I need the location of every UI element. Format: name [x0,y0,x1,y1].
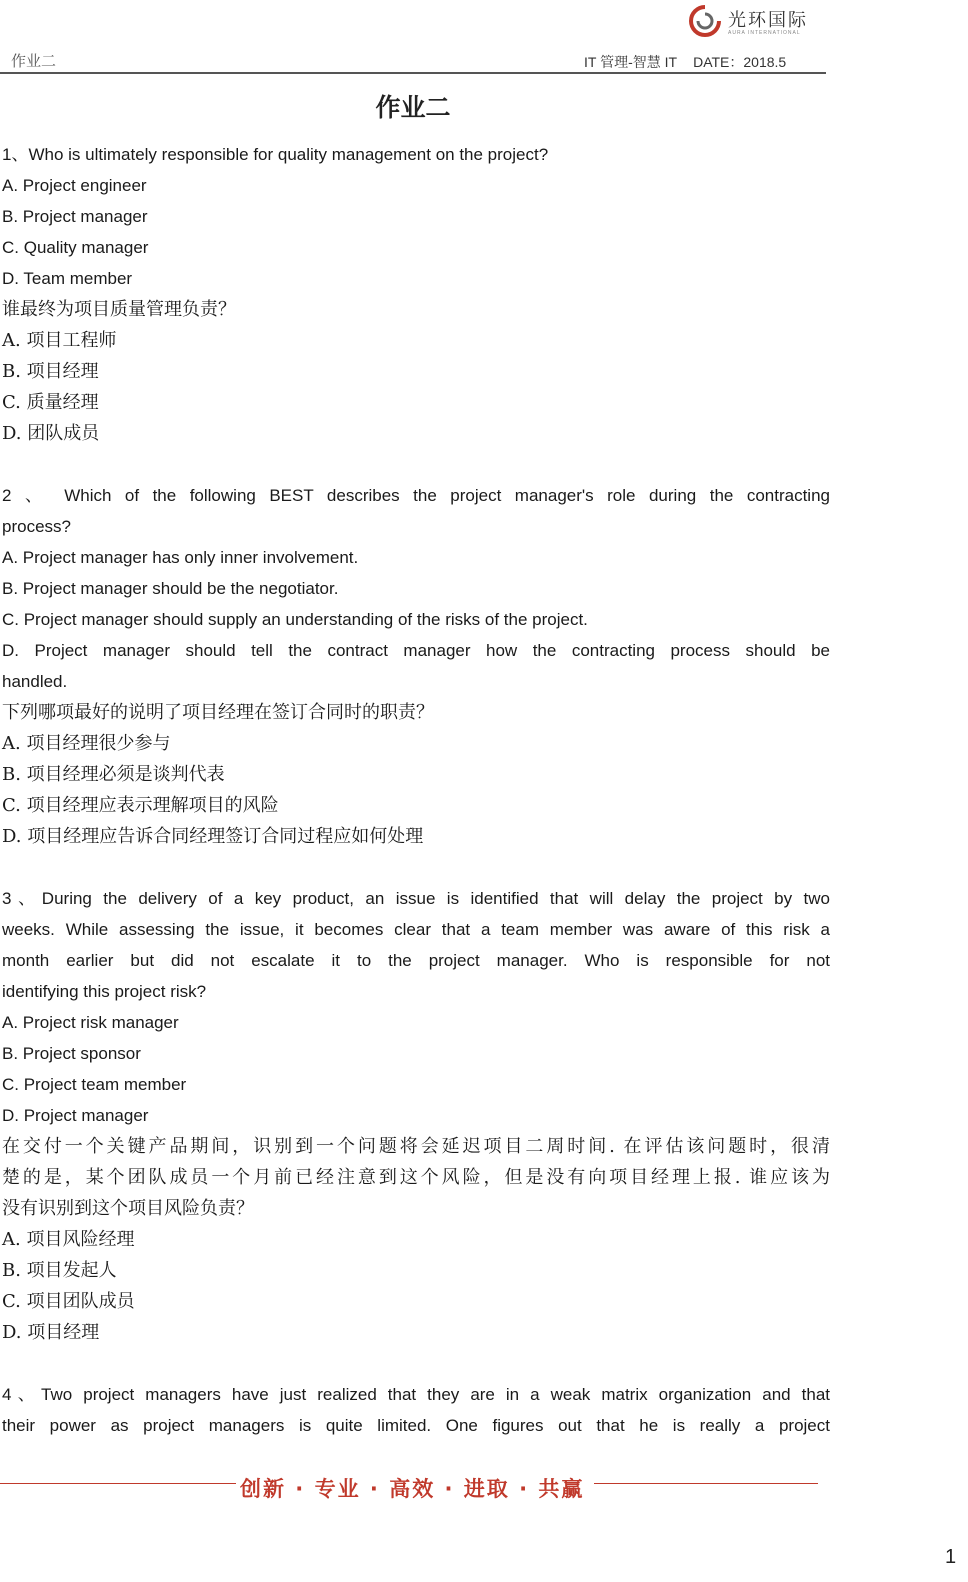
q1-option-d-cn: D. 团队成员 [2,423,100,444]
logo-text: 光环国际 [728,10,808,31]
header-divider [0,72,826,74]
q1-option-c: C. Quality manager [2,238,149,257]
q3-option-b: B. Project sponsor [2,1044,141,1063]
q2-option-d-cn: D. 项目经理应告诉合同经理签订合同过程应如何处理 [2,826,424,847]
q1-question-cn: 谁最终为项目质量管理负责？ [2,299,236,320]
q1-option-d: D. Team member [2,269,133,288]
header-category: IT 管理-智慧 IT [584,54,678,70]
company-logo [688,4,818,38]
q3-option-a: A. Project risk manager [2,1013,179,1032]
footer-divider-right [594,1483,818,1484]
q3-question-cn-line-2: 楚的是，某个团队成员一个月前已经注意到这个风险，但是没有向项目经理上报. 谁应该为 [2,1167,830,1188]
q1-option-c-cn: C. 质量经理 [2,392,99,413]
q2-option-a-cn: A. 项目经理很少参与 [2,733,171,754]
q3-option-b-cn: B. 项目发起人 [2,1260,117,1281]
q1-option-a-cn: A. 项目工程师 [2,330,117,351]
q2-question-line-1: 2 、 Which of the following BEST describes the project manager's role during the contracting [2,486,830,505]
logo-subtext: AURA INTERNATIONAL [728,30,801,36]
q3-option-c-cn: C. 项目团队成员 [2,1291,135,1312]
q2-option-a: A. Project manager has only inner involvement. [2,548,359,567]
document-body [2,139,830,1441]
header-date: DATE：2018.5 [693,54,787,70]
q2-question-cn: 下列哪项最好的说明了项目经理在签订合同时的职责？ [2,702,434,723]
q3-question-cn-line-1: 在交付一个关键产品期间，识别到一个问题将会延迟项目二周时间. 在评估该问题时，很清 [2,1136,830,1157]
q2-option-d-cont: handled. [2,672,68,691]
q4-question-line-2: their power as project managers is quite limited. One figures out that he is really a project [2,1416,830,1435]
q2-option-c-cn: C. 项目经理应表示理解项目的风险 [2,795,279,816]
q2-option-b-cn: B. 项目经理必须是谈判代表 [2,764,225,785]
q1-option-a: A. Project engineer [2,176,147,195]
header-meta [584,52,786,72]
q4-question-line-1: 4、Two project managers have just realized that they are in a weak matrix organization and that [2,1385,830,1404]
footer-slogan: 创新 · 专业 · 高效 · 进取 · 共赢 [240,1477,585,1501]
q1-option-b-cn: B. 项目经理 [2,361,99,382]
q3-option-d-cn: D. 项目经理 [2,1322,100,1343]
q3-question-line-4: identifying this project risk? [2,982,207,1001]
q2-question-line-2: process? [2,517,71,536]
footer-divider-left [0,1483,236,1484]
q3-question-cn-line-3: 没有识别到这个项目风险负责？ [2,1198,254,1219]
q3-question-line-2: weeks. While assessing the issue, it becomes clear that a team member was aware of this risk a [2,920,830,939]
q3-question-line-1: 3、During the delivery of a key product, an issue is identified that will delay the project by two [2,889,830,908]
q3-question-line-3: month earlier but did not escalate it to the project manager. Who is responsible for not [2,951,830,970]
page-title: 作业二 [375,93,451,122]
q2-option-b: B. Project manager should be the negotiator. [2,579,339,598]
q2-option-d: D. Project manager should tell the contract manager how the contracting process should be [2,641,830,660]
q3-option-a-cn: A. 项目风险经理 [2,1229,135,1250]
header-doc-name: 作业二 [11,53,57,70]
q2-option-c: C. Project manager should supply an understanding of the risks of the project. [2,610,588,629]
q1-question: 1、Who is ultimately responsible for quality management on the project? [2,145,549,164]
logo-swirl-icon [688,4,722,38]
q3-option-d: D. Project manager [2,1106,149,1125]
q1-option-b: B. Project manager [2,207,148,226]
q3-option-c: C. Project team member [2,1075,187,1094]
page-number: 1 [945,1546,957,1568]
